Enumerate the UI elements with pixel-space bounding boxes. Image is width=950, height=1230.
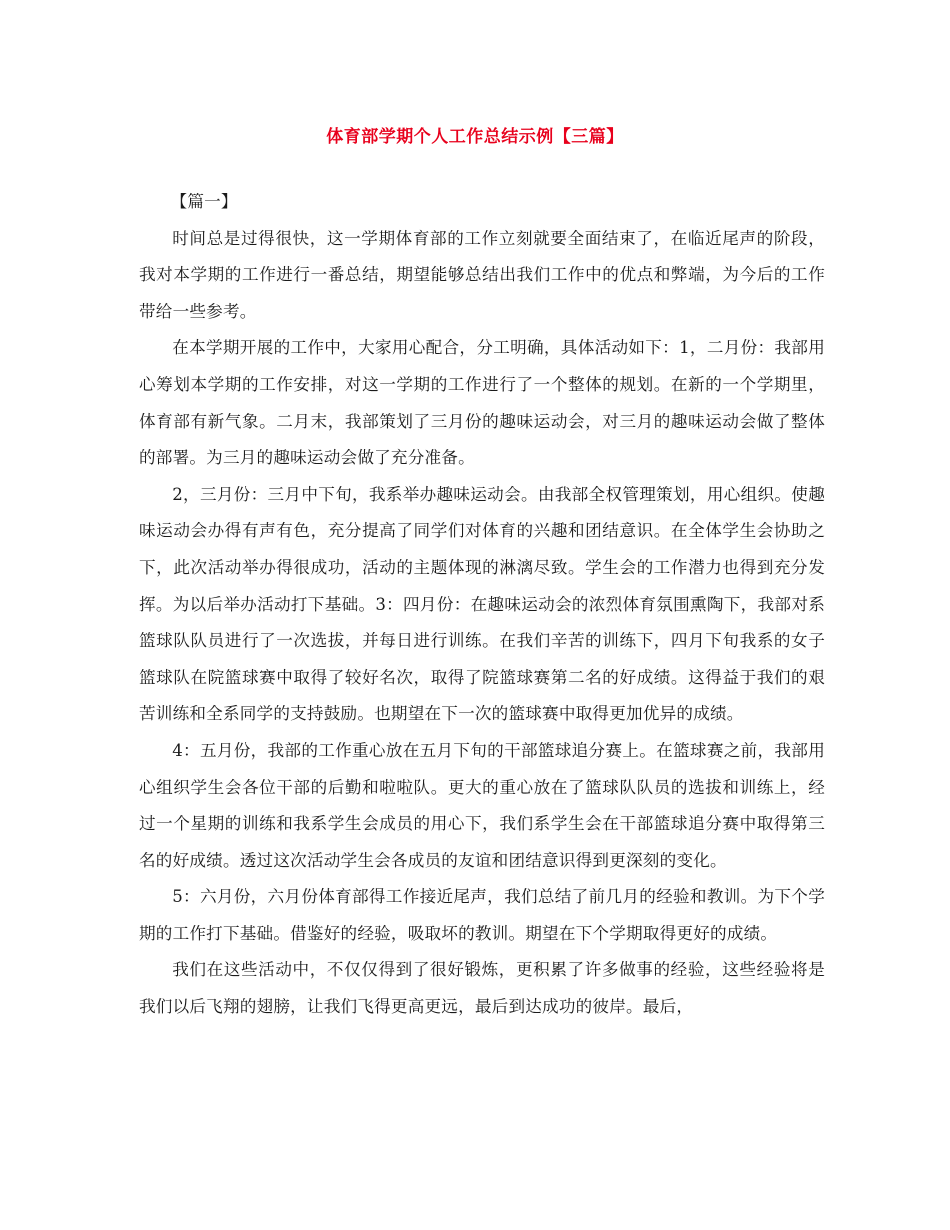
paragraph-february: 在本学期开展的工作中，大家用心配合，分工明确，具体活动如下：1，二月份：我部用心筹划本学期的工作安排，对这一学期的工作进行了一个整体的规划。在新的一个学期里，体育部有新气象。二月末，我部策划了三月份的趣味运动会，对三月的趣味运动会做了整体的部署。为三月的趣味运动会做了充分准备。 (139, 338, 825, 468)
section-heading: 【篇一】 (170, 192, 238, 211)
paragraph-may: 4：五月份，我部的工作重心放在五月下旬的干部篮球追分赛上。在篮球赛之前，我部用心组织学生会各位干部的后勤和啦啦队。更大的重心放在了篮球队队员的选拔和训练上，经过一个星期的训练和我系学生会成员的用心下，我们系学生会在干部篮球追分赛中取得第三名的好成绩。透过这次活动学生会各成员的友谊和团结意识得到更深刻的变化。 (139, 740, 825, 870)
paragraph-march-april: 2，三月份：三月中下旬，我系举办趣味运动会。由我部全权管理策划，用心组织。使趣味运动会办得有声有色，充分提高了同学们对体育的兴趣和团结意识。在全体学生会协助之下，此次活动举办得很成功，活动的主题体现的淋漓尽致。学生会的工作潜力也得到充分发挥。为以后举办活动打下基础。3：四月份：在趣味运动会的浓烈体育氛围熏陶下，我部对系篮球队队员进行了一次选拔，并每日进行训练。在我们辛苦的训练下，四月下旬我系的女子篮球队在院篮球赛中取得了较好名次，取得了院篮球赛第二名的好成绩。这得益于我们的艰苦训练和全系同学的支持鼓励。也期望在下一次的篮球赛中取得更加优异的成绩。 (139, 484, 825, 724)
paragraph-june: 5：六月份，六月份体育部得工作接近尾声，我们总结了前几月的经验和教训。为下个学期的工作打下基础。借鉴好的经验，吸取坏的教训。期望在下个学期取得更好的成绩。 (139, 887, 825, 943)
paragraph-intro: 时间总是过得很快，这一学期体育部的工作立刻就要全面结束了，在临近尾声的阶段，我对本学期的工作进行一番总结，期望能够总结出我们工作中的优点和弊端，为今后的工作带给一些参考。 (139, 228, 825, 321)
document-title: 体育部学期个人工作总结示例【三篇】 (326, 127, 624, 147)
document-body (139, 184, 825, 1026)
paragraph-conclusion: 我们在这些活动中，不仅仅得到了很好锻炼，更积累了许多做事的经验，这些经验将是我们以后飞翔的翅膀，让我们飞得更高更远，最后到达成功的彼岸。最后， (139, 960, 825, 1017)
